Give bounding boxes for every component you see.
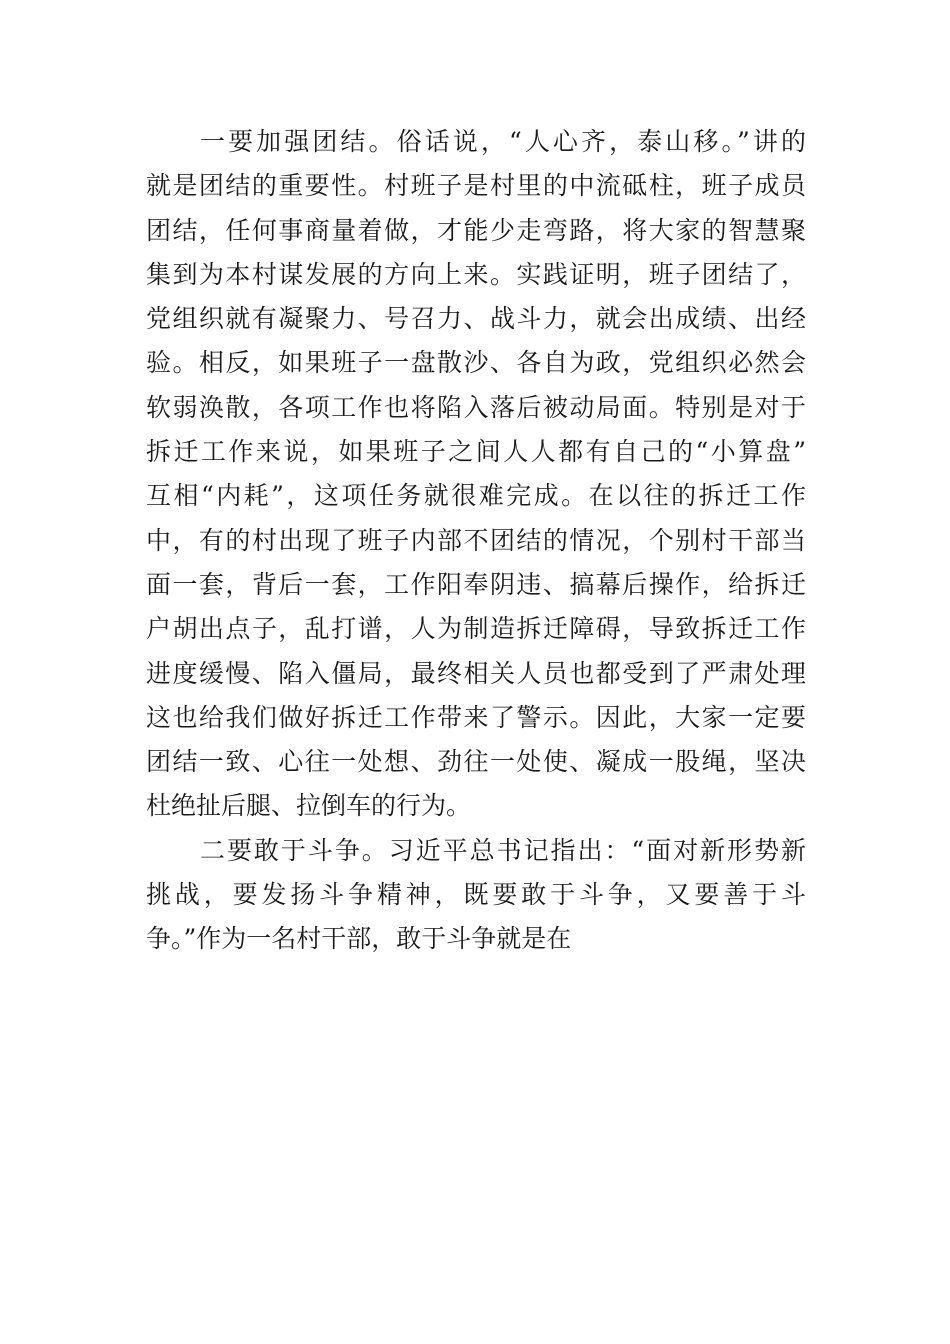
paragraph-line: 杜绝扯后腿、拉倒车的行为。	[146, 791, 472, 821]
document-body	[146, 120, 806, 962]
paragraph-line: 团结一致、心往一处想、劲往一处使、凝成一股绳，坚决	[146, 747, 806, 777]
paragraph-line: 二要敢于斗争。习近平总书记指出：“面对新形势新	[200, 835, 806, 865]
paragraph-line: 这也给我们做好拆迁工作带来了警示。因此，大家一定要	[146, 702, 806, 732]
paragraph-line: 团结，任何事商量着做，才能少走弯路，将大家的智慧聚	[146, 215, 806, 245]
paragraph-line: 中，有的村出现了班子内部不团结的情况，个别村干部当	[146, 525, 806, 555]
paragraph-line: 就是团结的重要性。村班子是村里的中流砥柱，班子成员	[146, 171, 806, 201]
paragraph-line: 互相“内耗”，这项任务就很难完成。在以往的拆迁工作	[146, 481, 806, 511]
paragraph-line: 争。”作为一名村干部，敢于斗争就是在	[146, 924, 572, 954]
paragraph-line: 集到为本村谋发展的方向上来。实践证明，班子团结了，	[146, 259, 806, 289]
paragraph-line: 一要加强团结。俗话说，“人心齐，泰山移。”讲的	[200, 127, 806, 156]
paragraph-line: 党组织就有凝聚力、号召力、战斗力，就会出成绩、出经	[146, 304, 806, 334]
paragraph-line: 拆迁工作来说，如果班子之间人人都有自己的“小算盘”	[146, 437, 806, 467]
paragraph-line: 挑战，要发扬斗争精神，既要敢于斗争，又要善于斗	[146, 880, 806, 910]
paragraph-unity	[146, 120, 806, 829]
paragraph-line: 户胡出点子，乱打谱，人为制造拆迁障碍，导致拆迁工作	[146, 614, 806, 644]
paragraph-line: 软弱涣散，各项工作也将陷入落后被动局面。特别是对于	[146, 392, 806, 422]
paragraph-struggle	[146, 829, 806, 962]
paragraph-line: 验。相反，如果班子一盘散沙、各自为政，党组织必然会	[146, 348, 806, 378]
paragraph-line: 面一套，背后一套，工作阳奉阴违、搞幕后操作，给拆迁	[146, 569, 806, 599]
paragraph-line: 进度缓慢、陷入僵局，最终相关人员也都受到了严肃处理	[146, 658, 806, 688]
